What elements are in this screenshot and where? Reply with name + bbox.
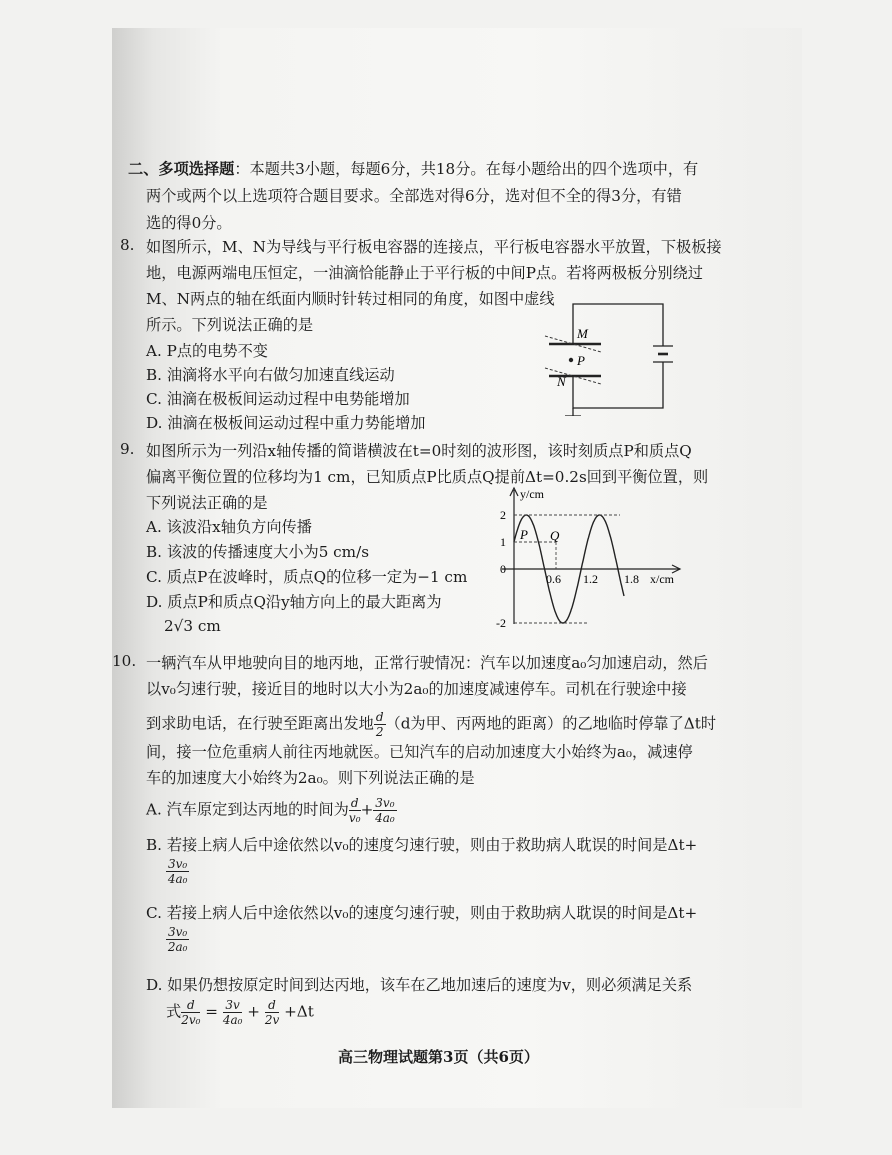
q8-option-d: D. 油滴在极板间运动过程中重力势能增加 (146, 414, 426, 432)
option-a-fraction-2: $\frac{\text{3v₀}}{\text{4a₀}}$ (375, 796, 395, 825)
y-tick-2: 2 (500, 508, 506, 522)
page-footer: 高三物理试题第3页（共6页） (338, 1048, 539, 1066)
section-heading-line (128, 158, 698, 179)
q8-stem-3: M、N两点的轴在纸面内顺时针转过相同的角度，如图中虚线 (146, 290, 555, 308)
wave-graph (482, 484, 692, 630)
q8-option-a: A. P点的电势不变 (146, 342, 268, 360)
q8-number: 8. (120, 236, 135, 254)
label-point-q: Q (550, 528, 560, 543)
q9-option-d: D. 质点P和质点Q沿y轴方向上的最大距离为 (146, 593, 442, 611)
q8-stem-4: 所示。下列说法正确的是 (146, 316, 314, 334)
q9-stem-2: 偏离平衡位置的位移均为1 cm，已知质点P比质点Q提前Δt=0.2s回到平衡位置，则 (146, 468, 709, 486)
q10-option-c-fraction: $\frac{\text{3v₀}}{\text{2a₀}}$ (167, 925, 188, 954)
q10-stem-5: 车的加速度大小始终为2a₀。则下列说法正确的是 (146, 769, 475, 787)
q10-stem-3 (146, 710, 716, 739)
label-point-p: P (520, 527, 528, 542)
q8-option-b: B. 油滴将水平向右做匀加速直线运动 (146, 366, 395, 384)
q10-option-c: C. 若接上病人后中途依然以v₀的速度匀速行驶，则由于救助病人耽误的时间是Δt+ (146, 904, 698, 922)
q10-stem-3b: （d为甲、丙两地的距离）的乙地临时停靠了Δt时 (385, 714, 717, 733)
label-n: N (557, 374, 566, 389)
section-intro-2: 两个或两个以上选项符合题目要求。全部选对得6分，选对但不全的得3分，有错 (146, 187, 682, 205)
label-m: M (577, 326, 588, 341)
section-intro-3: 选的得0分。 (146, 214, 232, 232)
origin-label: 0 (500, 562, 506, 576)
y-tick-1: 1 (500, 535, 506, 549)
q9-stem-3: 下列说法正确的是 (146, 494, 268, 512)
label-p: P (577, 353, 585, 368)
q8-stem-1: 如图所示，M、N为导线与平行板电容器的连接点，平行板电容器水平放置，下极板接 (146, 238, 722, 256)
capacitor-circuit-diagram (535, 298, 685, 416)
q10-option-d: D. 如果仍想按原定时间到达丙地，该车在乙地加速后的速度为v，则必须满足关系 (146, 976, 693, 994)
q10-option-a: A. 汽车原定到达丙地的时间为 $\frac{d}{\text{v₀}}$ + $\frac{\text{3v₀}}{\text{4a₀}}$ (146, 796, 395, 825)
x-axis-label: x/cm (650, 572, 674, 586)
y-axis-label: y/cm (520, 487, 544, 501)
q10-stem-2: 以v₀匀速行驶，接近目的地时以大小为2a₀的加速度减速停车。司机在行驶途中接 (146, 680, 687, 698)
q10-option-b: B. 若接上病人后中途依然以v₀的速度匀速行驶，则由于救助病人耽误的时间是Δt+ (146, 836, 698, 854)
q9-option-c: C. 质点P在波峰时，质点Q的位移一定为−1 cm (146, 568, 468, 586)
q9-option-a: A. 该波沿x轴负方向传播 (146, 518, 312, 536)
section-heading: 二、多项选择题 (128, 160, 235, 178)
q10-option-d-formula: 式 $\frac{d}{\text{2v₀}}$ = $\frac{3v}{\text{4a₀}}$ + $\frac{d}{2v}$ +Δt (166, 998, 314, 1027)
q10-stem-3a: 到求助电话，在行驶至距离出发地 (146, 714, 374, 733)
q9-number: 9. (120, 440, 135, 458)
q10-stem-1: 一辆汽车从甲地驶向目的地丙地，正常行驶情况：汽车以加速度a₀匀加速启动，然后 (146, 654, 708, 672)
q10-stem-4: 间，接一位危重病人前往丙地就医。已知汽车的启动加速度大小始终为a₀，减速停 (146, 743, 693, 761)
x-tick-0-6: 0.6 (546, 572, 561, 586)
x-tick-1-8: 1.8 (624, 572, 639, 586)
q8-stem-2: 地，电源两端电压恒定，一油滴恰能静止于平行板的中间P点。若将两极板分别绕过 (146, 264, 703, 282)
q9-option-b: B. 该波的传播速度大小为5 cm/s (146, 543, 369, 561)
q10-option-b-fraction: $\frac{\text{3v₀}}{\text{4a₀}}$ (167, 857, 188, 886)
option-a-fraction-1: $\frac{d}{\text{v₀}}$ (348, 796, 361, 825)
q8-option-c: C. 油滴在极板间运动过程中电势能增加 (146, 390, 410, 408)
q9-stem-1: 如图所示为一列沿x轴传播的简谐横波在t=0时刻的波形图，该时刻质点P和质点Q (146, 442, 692, 460)
fraction-d-over-2: $\frac{d}{2}$ (375, 710, 384, 739)
y-tick-neg2: -2 (496, 616, 506, 630)
q9-option-d-value: 2√3 cm (164, 617, 221, 635)
q10-number: 10. (112, 652, 137, 670)
x-tick-1-2: 1.2 (583, 572, 598, 586)
section-intro-1: ：本题共3小题，每题6分，共18分。在每小题给出的四个选项中，有 (234, 160, 699, 178)
